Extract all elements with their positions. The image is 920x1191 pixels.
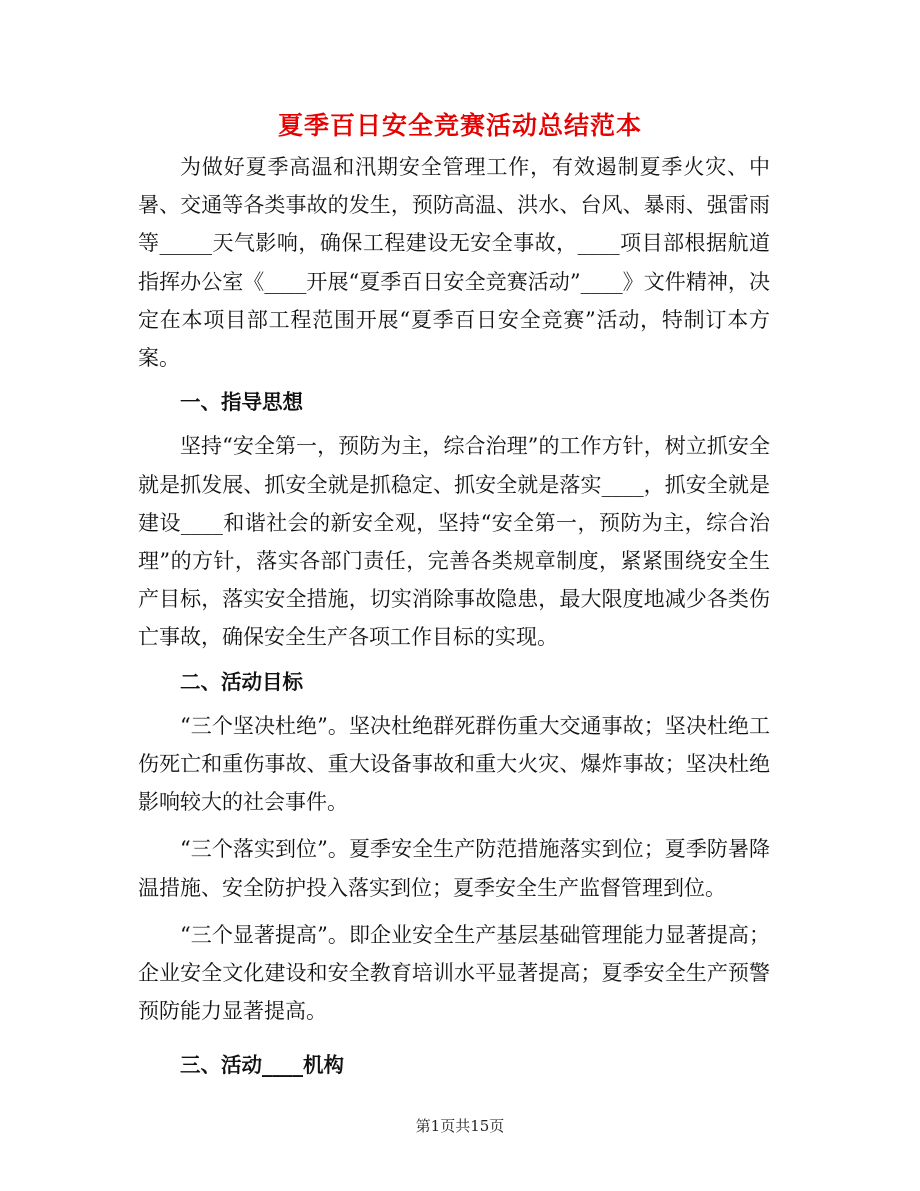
section-heading-guiding-ideology: 一、指导思想 — [180, 390, 303, 415]
goal-paragraph-three-improvements: “三个显著提高”。即企业安全生产基层基础管理能力显著提高；企业安全文化建设和安全教育培训水平显著提高；夏季安全生产预警预防能力显著提高。 — [138, 922, 770, 1024]
section-heading-activity-organization: 三、活动____机构 — [180, 1053, 344, 1078]
document-body — [138, 148, 770, 1085]
section-heading-activity-goals: 二、活动目标 — [180, 669, 303, 694]
guiding-ideology-paragraph: 坚持“安全第一，预防为主，综合治理”的工作方针，树立抓安全就是抓发展、抓安全就是抓稳定、抓安全就是落实____，抓安全就是建设____和谐社会的新安全观，坚持“安全第一，预防为主，综合治理”的方针，落实各部门责任，完善各类规章制度，紧紧围绕安全生产目标，落实安全措施，切实消除事故隐患，最大限度地减少各类伤亡事故，确保安全生产各项工作目标的实现。 — [138, 434, 770, 650]
document-title: 夏季百日安全竞赛活动总结范本 — [277, 111, 642, 140]
page-number-footer: 第1页共15页 — [415, 1117, 505, 1135]
goal-paragraph-three-implementations: “三个落实到位”。夏季安全生产防范措施落实到位；夏季防暑降温措施、安全防护投入落实到位；夏季安全生产监督管理到位。 — [138, 837, 770, 900]
goal-paragraph-three-eliminations: “三个坚决杜绝”。坚决杜绝群死群伤重大交通事故；坚决杜绝工伤死亡和重伤事故、重大设备事故和重大火灾、爆炸事故；坚决杜绝影响较大的社会事件。 — [138, 713, 770, 815]
intro-paragraph: 为做好夏季高温和汛期安全管理工作，有效遏制夏季火灾、中暑、交通等各类事故的发生，预防高温、洪水、台风、暴雨、强雷雨等_____天气影响，确保工程建设无安全事故，____项目部根据航道指挥办公室《____开展“夏季百日安全竞赛活动”____》文件精神，决定在本项目部工程范围开展“夏季百日安全竞赛”活动，特制订本方案。 — [138, 155, 770, 371]
